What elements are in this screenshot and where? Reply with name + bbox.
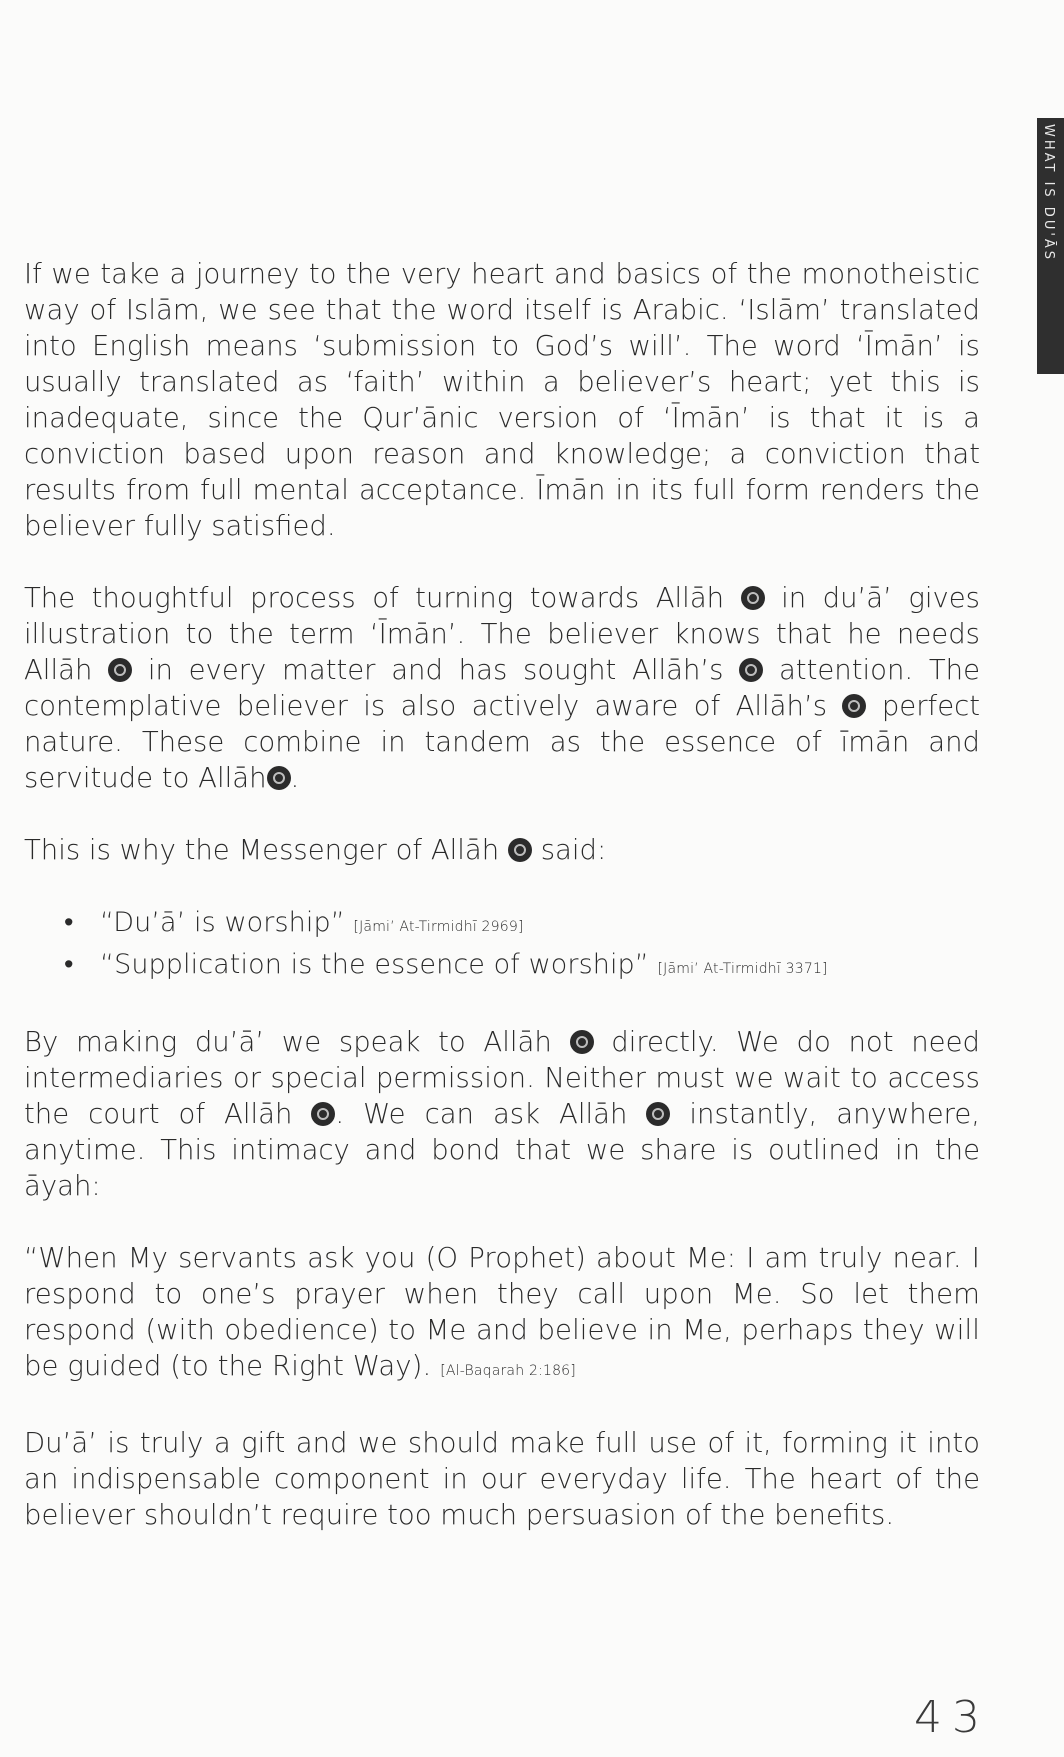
- hadith-list: [24, 904, 980, 988]
- bullet-icon: •: [64, 907, 74, 938]
- text-span: This is why the Messenger of Allāh: [24, 834, 500, 866]
- salutation-icon: [646, 1102, 670, 1126]
- list-item: [24, 904, 980, 946]
- page-number: 43: [914, 1692, 990, 1743]
- text-span: said:: [540, 834, 607, 866]
- bullet-icon: •: [64, 949, 74, 980]
- salutation-icon: [267, 766, 291, 790]
- paragraph-dua-gift: Du’ā’ is truly a gift and we should make full use of it, forming it into an indispensable component in our everyday life. The heart of the believer shouldn’t require too much persuasion of the benefits.: [24, 1427, 980, 1531]
- paragraph-messenger-said: [24, 832, 980, 868]
- hadith-reference: [Jāmi’ At-Tirmidhī 3371]: [657, 961, 828, 977]
- text-span: directly. We do not need intermediaries or special permission. Neither must we wait to access the court of Allāh: [24, 1026, 980, 1130]
- paragraph-thoughtful-process: [24, 580, 980, 796]
- salutation-icon: [741, 586, 765, 610]
- text-span: perfect nature. These combine in tandem as the essence of īmān and servitude to Allāh: [24, 690, 981, 794]
- hadith-quote: “Du’ā’ is worship”: [100, 907, 345, 938]
- salutation-icon: [311, 1102, 335, 1126]
- text-span: By making du’ā’ we speak to Allāh: [24, 1026, 552, 1058]
- ayah-text: “When My servants ask you (O Prophet) about Me: I am truly near. I respond to one’s prayer when they call upon Me. So let them respond (with obedience) to Me and believe in Me, perhaps they will be guided (to the Right Way).: [24, 1242, 980, 1382]
- chapter-tab-label: WHAT IS DU'ĀS: [1041, 124, 1056, 263]
- paragraph-islam-iman: If we take a journey to the very heart and basics of the monotheistic way of Islām, we see that the word itself is Arabic. ‘Islām’ translated into English means ‘submission to God’s will’. The word ‘Īmān’ is usually translated as ‘faith’ within a believer’s heart; yet this is inadequate, since the Qur’ānic version of ‘Īmān’ is that it is a conviction based upon reason and knowledge; a conviction that results from full mental acceptance. Īmān in its full form renders the believer fully satisfied.: [24, 258, 980, 542]
- text-span: in every matter and has sought Allāh’s: [147, 654, 724, 686]
- chapter-side-tab: [1037, 118, 1064, 374]
- ayah-reference: [Al-Baqarah 2:186]: [440, 1363, 576, 1379]
- text-span: instantly, anywhere, anytime. This intimacy and bond that we share is outlined in the āyah:: [24, 1098, 981, 1202]
- paragraph-speak-to-allah: [24, 1024, 980, 1204]
- text-span: in du’ā’ gives illustration to the term ‘Īmān’. The believer knows that he needs Allāh: [24, 582, 980, 686]
- salutation-icon: [570, 1030, 594, 1054]
- salutation-icon: [739, 658, 763, 682]
- text-span: attention. The contemplative believer is also actively aware of Allāh’s: [24, 654, 980, 722]
- text-span: The thoughtful process of turning towards Allāh: [24, 582, 725, 614]
- text-span: . We can ask Allāh: [335, 1098, 628, 1130]
- salutation-icon: [108, 658, 132, 682]
- hadith-quote: “Supplication is the essence of worship”: [100, 949, 649, 980]
- page-body: [24, 256, 980, 1569]
- quran-ayah-quote: [24, 1240, 980, 1389]
- text-span: .: [290, 762, 300, 794]
- salutation-icon: [842, 694, 866, 718]
- hadith-reference: [Jāmi’ At-Tirmidhī 2969]: [353, 919, 524, 935]
- list-item: [24, 946, 980, 988]
- salutation-icon: [508, 838, 532, 862]
